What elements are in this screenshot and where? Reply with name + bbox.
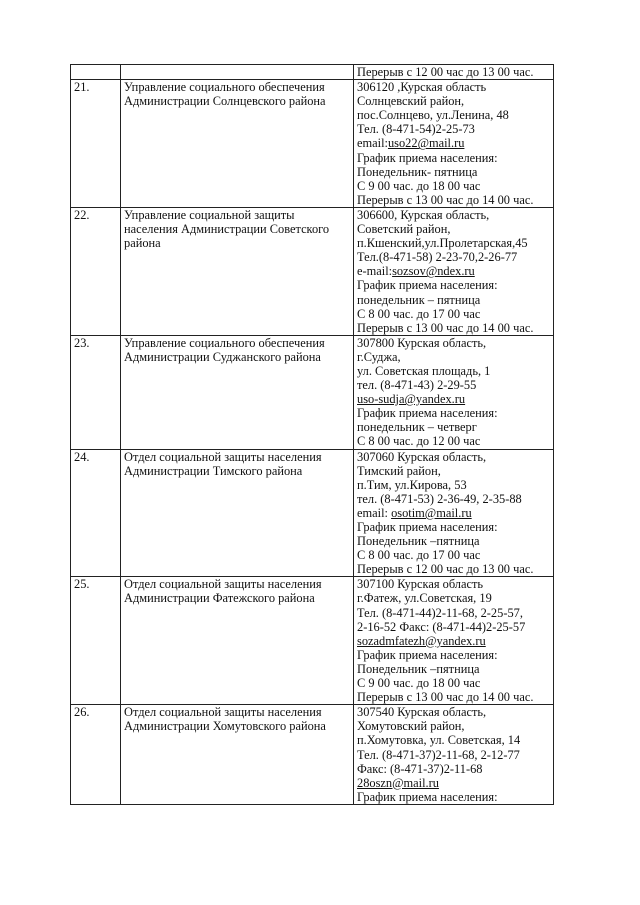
address-line: тел. (8-471-53) 2-36-49, 2-35-88 bbox=[357, 491, 522, 506]
row-number: 24. bbox=[74, 449, 90, 464]
address-line: Солнцевский район, bbox=[357, 94, 465, 109]
row-number: 23. bbox=[74, 335, 90, 350]
table-row bbox=[71, 335, 554, 449]
organization-cell bbox=[121, 335, 354, 449]
row-number: 26. bbox=[74, 705, 90, 720]
address-line: 306600, Курская область, bbox=[357, 207, 490, 222]
email-link[interactable]: uso-sudja@yandex.ru bbox=[357, 392, 466, 407]
email-link[interactable]: 28oszn@mail.ru bbox=[357, 775, 439, 790]
table-row bbox=[71, 80, 554, 208]
contact-cell bbox=[354, 80, 554, 208]
table-row bbox=[71, 449, 554, 577]
address-line: 2-16-52 Факс: (8-471-44)2-25-57 bbox=[357, 619, 526, 634]
schedule-line: понедельник – пятница bbox=[357, 292, 481, 307]
number-cell bbox=[71, 207, 121, 335]
schedule-line: График приема населения: bbox=[357, 520, 498, 534]
organization-cell bbox=[121, 65, 354, 80]
organization-name-line: Администрации Хомутовского района bbox=[124, 719, 326, 734]
row-number: 25. bbox=[74, 577, 90, 592]
schedule-line: График приема населения: bbox=[357, 406, 498, 421]
address-line: г.Суджа, bbox=[357, 349, 401, 364]
email-line bbox=[357, 136, 551, 150]
organization-name-line: Отдел социальной защиты населения bbox=[124, 577, 322, 592]
organization-name-line: населения Администрации Советского bbox=[124, 222, 330, 237]
organization-cell bbox=[121, 80, 354, 208]
email-link[interactable]: sozadmfatezh@yandex.ru bbox=[357, 633, 486, 648]
schedule-line: Перерыв с 13 00 час до 14 00 час. bbox=[357, 320, 534, 335]
number-cell bbox=[71, 577, 121, 705]
table-row bbox=[71, 577, 554, 705]
table-row bbox=[71, 207, 554, 335]
organization-name-line: Администрации Солнцевского района bbox=[124, 94, 326, 109]
schedule-line: Понедельник –пятница bbox=[357, 661, 480, 676]
email-prefix: email: bbox=[357, 136, 388, 151]
organization-name-line: Администрации Фатежского района bbox=[124, 591, 315, 606]
contact-cell bbox=[354, 577, 554, 705]
address-line: Советский район, bbox=[357, 222, 451, 237]
number-cell bbox=[71, 705, 121, 805]
number-cell bbox=[71, 80, 121, 208]
address-line: тел. (8-471-43) 2-29-55 bbox=[357, 378, 477, 393]
address-line: Тел.(8-471-58) 2-23-70,2-26-77 bbox=[357, 250, 518, 265]
number-cell bbox=[71, 335, 121, 449]
schedule-line: С 9 00 час. до 18 00 час bbox=[357, 178, 481, 193]
schedule-line: понедельник – четверг bbox=[357, 420, 477, 435]
address-line: ул. Советская площадь, 1 bbox=[357, 363, 491, 378]
schedule-line: Понедельник –пятница bbox=[357, 534, 480, 549]
schedule-line: С 8 00 час. до 17 00 час bbox=[357, 548, 481, 563]
email-prefix: email: bbox=[357, 505, 392, 520]
schedule-line: С 8 00 час. до 12 00 час bbox=[357, 434, 481, 449]
schedule-line: График приема населения: bbox=[357, 647, 498, 662]
email-line bbox=[357, 634, 551, 648]
contact-cell bbox=[354, 65, 554, 80]
address-line: п.Хомутовка, ул. Советская, 14 bbox=[357, 733, 521, 748]
schedule-line: График приема населения: bbox=[357, 789, 498, 804]
email-line bbox=[357, 776, 551, 790]
address-line: Хомутовский район, bbox=[357, 719, 465, 734]
address-line: пос.Солнцево, ул.Ленина, 48 bbox=[357, 108, 509, 123]
contact-cell bbox=[354, 335, 554, 449]
organization-name-line: Управление социального обеспечения bbox=[124, 335, 325, 350]
row-number: 21. bbox=[74, 80, 90, 95]
organization-name-line: Администрации Суджанского района bbox=[124, 349, 321, 364]
contact-cell bbox=[354, 207, 554, 335]
schedule-line: Перерыв с 13 00 час до 14 00 час. bbox=[357, 690, 534, 705]
organization-name-line: Управление социальной защиты bbox=[124, 207, 295, 222]
schedule-line: Перерыв с 12 00 час до 13 00 час. bbox=[357, 65, 534, 79]
number-cell bbox=[71, 449, 121, 577]
schedule-line: С 9 00 час. до 18 00 час bbox=[357, 676, 481, 691]
row-number: 22. bbox=[74, 207, 90, 222]
organization-cell bbox=[121, 577, 354, 705]
address-line: Тел. (8-471-44)2-11-68, 2-25-57, bbox=[357, 605, 523, 620]
table-row bbox=[71, 705, 554, 805]
email-link[interactable]: sozsov@ndex.ru bbox=[392, 264, 475, 279]
email-link[interactable]: osotim@mail.ru bbox=[391, 505, 472, 520]
address-line: п.Тим, ул.Кирова, 53 bbox=[357, 477, 467, 492]
organization-name-line: Администрации Тимского района bbox=[124, 463, 303, 478]
schedule-line: График приема населения: bbox=[357, 150, 498, 165]
schedule-line: График приема населения: bbox=[357, 278, 498, 293]
address-line: Тел. (8-471-54)2-25-73 bbox=[357, 122, 475, 137]
email-line bbox=[357, 392, 551, 406]
number-cell bbox=[71, 65, 121, 80]
email-line bbox=[357, 264, 551, 278]
email-prefix: e-mail: bbox=[357, 264, 393, 279]
address-line: 307540 Курская область, bbox=[357, 705, 487, 720]
address-line: Факс: (8-471-37)2-11-68 bbox=[357, 761, 483, 776]
table-row-continuation bbox=[71, 65, 554, 80]
schedule-line: Перерыв с 13 00 час до 14 00 час. bbox=[357, 192, 534, 207]
schedule-line: С 8 00 час. до 17 00 час bbox=[357, 306, 481, 321]
organization-name-line: Отдел социальной защиты населения bbox=[124, 705, 322, 720]
email-line bbox=[357, 506, 551, 520]
organization-name-line: Отдел социальной защиты населения bbox=[124, 449, 322, 464]
organization-name-line: района bbox=[124, 236, 161, 251]
contact-cell bbox=[354, 449, 554, 577]
contact-cell bbox=[354, 705, 554, 805]
address-line: Тимский район, bbox=[357, 463, 441, 478]
schedule-line: Перерыв с 12 00 час до 13 00 час. bbox=[357, 562, 534, 577]
address-line: Тел. (8-471-37)2-11-68, 2-12-77 bbox=[357, 747, 520, 762]
social-services-table bbox=[70, 64, 554, 805]
organization-cell bbox=[121, 449, 354, 577]
address-line: 307100 Курская область bbox=[357, 577, 484, 592]
email-link[interactable]: uso22@mail.ru bbox=[387, 136, 465, 151]
address-line: 307800 Курская область, bbox=[357, 335, 487, 350]
organization-name-line: Управление социального обеспечения bbox=[124, 80, 325, 95]
address-line: п.Кшенский,ул.Пролетарская,45 bbox=[357, 236, 528, 251]
organization-cell bbox=[121, 705, 354, 805]
address-line: 306120 ,Курская область bbox=[357, 80, 487, 95]
organization-cell bbox=[121, 207, 354, 335]
address-line: 307060 Курская область, bbox=[357, 449, 487, 464]
schedule-line: Понедельник- пятница bbox=[357, 164, 478, 179]
address-line: г.Фатеж, ул.Советская, 19 bbox=[357, 591, 492, 606]
